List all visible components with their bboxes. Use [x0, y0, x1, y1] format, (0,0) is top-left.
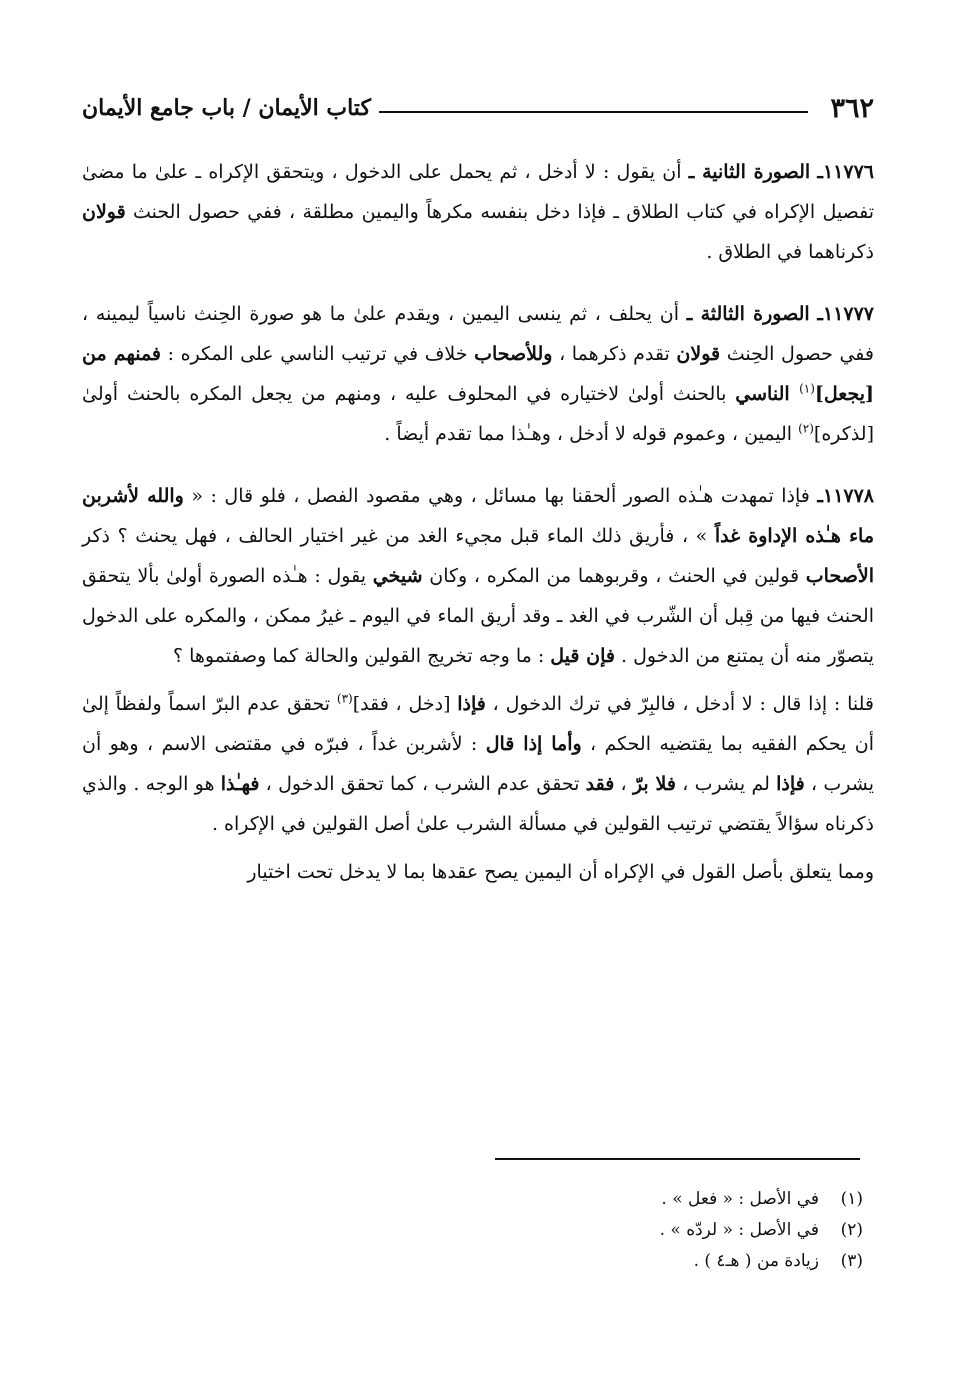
main-text: [82, 152, 874, 914]
footnote-mark: (٢): [840, 1220, 863, 1240]
text-run: ذكرناهما في الطلاق .: [706, 241, 874, 263]
text-run: يقول : هـٰذه الصورة أولىٰ بألا يتحقق الحنث فيها من قِبل أن الشّرب في الغد ـ وقد أريق الماء في اليوم ـ غيرُ ممكن ، والمكره على الدخول يتصوّر منه أن يمتنع من الدخول .: [82, 565, 874, 667]
bold-term: الأصحاب: [805, 565, 874, 587]
text-run: هو الوجه . والذي ذكرناه سؤالاً يقتضي ترتيب القولين في مسألة الشرب علىٰ أصل القولين في الإكراه .: [82, 773, 874, 835]
text-run: خلاف في ترتيب الناسي على المكره :: [161, 343, 475, 365]
text-run: » ، فأريق ذلك الماء قبل مجيء الغد من غير اختيار الحالف ، فهل يحنث ؟ ذكر: [82, 525, 715, 547]
quoted-oath: والله لأشربن ماء هـٰذه الإداوة غداً: [82, 485, 874, 547]
bold-term: فمنهم من [يجعل]: [82, 343, 875, 405]
text-run: تحقق عدم البرّ اسماً ولفظاً إلىٰ أن يحكم الفقيه بما يقتضيه الحكم ،: [82, 693, 874, 755]
running-header: [82, 86, 874, 130]
text-run: بالحنث أولىٰ لاختياره في المحلوف عليه ، ومنهم من يجعل المكره بالحنث أولىٰ [لذكره]: [82, 383, 874, 445]
text-run: : ما وجه تخريج القولين والحالة كما وصفتموها ؟: [172, 645, 551, 667]
paragraph-11776: [82, 152, 874, 272]
bold-term: قولان: [676, 343, 721, 365]
footnote-text: في الأصل : « فعل » .: [661, 1189, 819, 1209]
text-run: قلنا : إذا قال : لا أدخل ، فالبِرّ في ترك الدخول ،: [485, 693, 875, 715]
text-run: ،: [614, 773, 633, 795]
paragraph-11778: [82, 476, 874, 676]
bold-term: فلا برّ: [632, 773, 676, 795]
text-run: فإذا تمهدت هـٰذه الصور ألحقنا بها مسائل ، وهي مقصود الفصل ، فلو قال : «: [183, 485, 818, 507]
section-heading: الصورة الثالثة ـ: [686, 303, 810, 325]
bold-term: شيخي: [372, 565, 423, 587]
text-run: اليمين ، وعموم قوله لا أدخل ، وهـٰذا مما تقدم أيضاً .: [384, 423, 799, 445]
page-number: ٣٦٢: [830, 92, 874, 124]
book-title: كتاب الأيمان / باب جامع الأيمان: [82, 95, 371, 121]
bold-term: الناسي: [735, 383, 800, 405]
section-heading: الصورة الثانية ـ: [688, 161, 811, 183]
paragraph-11777: [82, 294, 874, 454]
header-rule: [379, 111, 809, 113]
footnote: [660, 1246, 863, 1277]
text-run: تقدم ذكرهما ،: [552, 343, 677, 365]
text-run: قولين في الحنث ، وقربوهما من المكره ، وكان: [422, 565, 806, 587]
bold-term: وللأصحاب: [474, 343, 553, 365]
footnote-ref: (٣): [336, 691, 353, 706]
bold-term: فقد: [585, 773, 615, 795]
footnote-text: في الأصل : « لردّه » .: [659, 1220, 819, 1240]
bold-term: فهـٰذا: [220, 773, 260, 795]
footnote: [660, 1215, 863, 1246]
text-run: أن يقول : لا أدخل ، ثم يحمل على الدخول ، ويتحقق الإكراه ـ علىٰ ما مضىٰ تفصيل الإكراه في كتاب الطلاق ـ فإذا دخل بنفسه مكرهاً واليمين مطلقة ، ففي حصول الحنث: [82, 161, 874, 223]
text-run: : لأشربن غداً ، فبرّه في مقتضى الاسم ، وهو أن يشرب ،: [82, 733, 874, 795]
footnote-separator: [495, 1158, 860, 1160]
paragraph-answer: [82, 684, 874, 844]
footnotes: [660, 1184, 863, 1277]
footnote-text: زيادة من ( هـ٤ ) .: [693, 1251, 819, 1271]
footnote: [660, 1184, 863, 1215]
bold-term: فإذا: [776, 773, 805, 795]
footnote-mark: (١): [840, 1189, 863, 1209]
text-run: لم يشرب ،: [675, 773, 777, 795]
paragraph-number: ١١٧٧٨ـ: [817, 485, 875, 507]
footnote-ref: (١): [799, 381, 815, 396]
footnote-mark: (٣): [840, 1251, 863, 1271]
paragraph-number: ١١٧٧٦ـ: [817, 161, 874, 183]
bold-term: وأما إذا قال: [485, 733, 582, 755]
bold-term: فإذا: [457, 693, 486, 715]
text-run: ومما يتعلق بأصل القول في الإكراه أن اليمين يصح عقدها بما لا يدخل تحت اختيار: [247, 861, 874, 883]
text-run: [دخل ، فقد]: [352, 693, 458, 715]
text-run: أن يحلف ، ثم ينسى اليمين ، ويقدم علىٰ ما هو صورة الحِنث ناسياً ليمينه ، ففي حصول الحِنث: [82, 303, 874, 365]
paragraph-continuation: [82, 852, 874, 892]
bold-term: فإن قيل: [550, 645, 615, 667]
bold-term: قولان: [82, 201, 126, 223]
footnote-ref: (٢): [798, 421, 814, 436]
text-run: تحقق عدم الشرب ، كما تحقق الدخول ،: [259, 773, 586, 795]
paragraph-number: ١١٧٧٧ـ: [817, 303, 874, 325]
